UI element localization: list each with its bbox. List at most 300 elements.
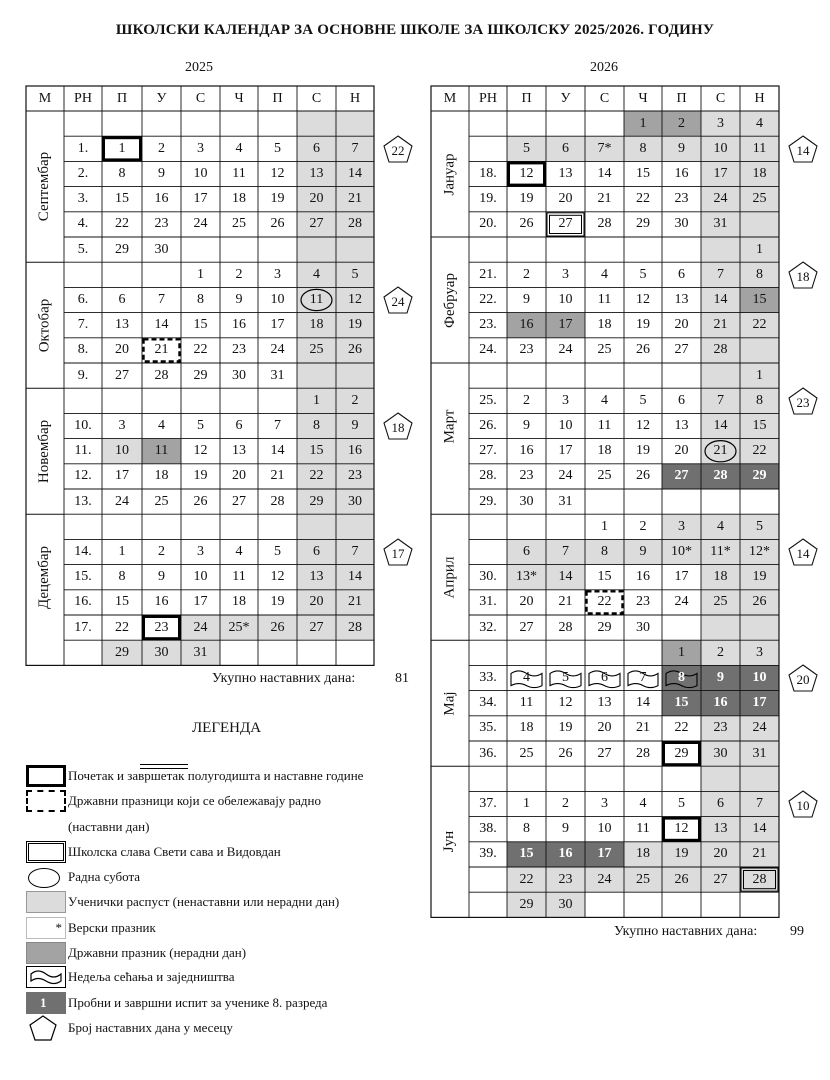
right-week-number: 36. [479,745,497,761]
left-day-cell: 1 [197,266,204,282]
right-day-cell: 9 [523,417,530,433]
right-day-cell: 22 [519,871,534,887]
right-day-cell: 19 [636,443,650,459]
right-shade-cell [701,363,740,388]
right-total-value: 99 [790,924,804,939]
left-shade-cell [297,514,336,539]
right-day-cell: 14 [636,695,650,711]
left-total-value: 81 [395,671,409,686]
legend-swatch-religious: * [26,917,66,939]
right-day-cell: 30 [519,493,534,509]
right-day-cell: 2 [717,644,724,660]
right-day-cell: 4 [601,266,608,282]
right-header-2: П [521,90,532,106]
right-day-cell: 7 [717,266,724,282]
right-week-number: 27. [479,443,497,459]
right-day-cell: 11 [597,291,612,307]
left-week-number: 13. [74,493,92,509]
right-day-cell: 30 [713,745,728,761]
right-day-cell: 22 [752,443,767,459]
left-day-cell: 5 [351,266,359,282]
left-week-number: 7. [77,317,89,333]
right-day-cell: 2 [678,115,685,131]
right-day-cell: 19 [636,317,650,333]
month-label: Јануар [441,153,458,195]
right-day-cell: 13 [597,695,612,711]
right-day-cell: 2 [562,795,569,811]
left-week-number: 16. [74,594,92,610]
left-day-cell: 25 [232,216,246,232]
left-day-cell: 26 [193,493,208,509]
left-day-cell: 4 [235,140,243,156]
right-day-cell: 22 [674,720,689,736]
right-day-cell: 13 [674,291,689,307]
right-day-cell: 18 [519,720,534,736]
right-week-number: 25. [479,392,497,408]
left-month-0 [26,111,64,262]
left-shade-cell [297,363,336,388]
right-year: 2026 [590,60,618,75]
left-day-cell: 12 [193,443,208,459]
left-shade-cell [297,111,336,136]
right-day-cell: 19 [519,191,534,207]
right-day-cell: 16 [636,569,650,585]
right-day-cell: 17 [713,165,728,181]
right-day-cell: 20 [519,594,534,610]
right-day-cell: 9 [678,140,685,156]
left-day-cell: 29 [115,241,129,257]
left-day-cell: 23 [154,216,169,232]
right-day-cell: 15 [752,417,767,433]
right-shade-cell [740,338,779,363]
right-day-cell: 23 [558,871,573,887]
left-day-cell: 9 [158,165,165,181]
left-header-6: П [272,90,283,106]
left-day-cell: 19 [270,594,285,610]
left-day-cell: 4 [313,266,320,282]
right-day-cell: 10 [597,821,612,837]
left-day-cell: 25 [154,493,169,509]
month-days-count: 14 [796,546,810,561]
right-day-cell: 8 [601,543,608,559]
right-day-cell: 21 [713,317,728,333]
left-day-cell: 25* [228,619,250,635]
right-day-cell: 7* [597,140,612,156]
left-day-cell: 24 [193,216,208,232]
right-day-cell: 28 [713,468,728,484]
left-day-cell: 6 [313,543,320,559]
right-day-cell: 26 [636,468,650,484]
right-week-number: 29. [479,493,497,509]
month-label: Децембар [36,545,53,609]
left-day-cell: 8 [118,569,126,585]
right-day-cell: 7 [756,795,763,811]
left-day-cell: 18 [154,468,169,484]
left-day-cell: 7 [158,291,165,307]
right-day-cell: 6 [717,795,724,811]
pentagon-icon [788,387,818,415]
left-week-number: 6. [77,291,89,307]
left-day-cell: 29 [115,644,129,660]
right-day-cell: 20 [597,720,612,736]
right-day-cell: 21 [713,443,728,459]
right-header-8: Н [754,90,765,106]
left-day-cell: 6 [118,291,126,307]
right-day-cell: 22 [636,191,650,207]
left-day-cell: 7 [274,417,281,433]
legend-item-6: Верски празник [68,920,156,935]
left-year: 2025 [185,60,213,75]
right-day-cell: 27 [597,745,612,761]
right-week-number: 32. [479,619,497,635]
right-day-cell: 12 [636,417,650,433]
left-day-cell: 13 [309,569,324,585]
legend-double-line [140,764,188,769]
left-day-cell: 6 [235,417,243,433]
pentagon-icon [383,135,413,163]
left-day-cell: 4 [235,543,243,559]
right-day-cell: 4 [756,115,763,131]
left-week-number: 11. [74,443,92,459]
right-day-cell: 9 [639,543,647,559]
right-shade-cell [740,212,779,237]
right-week-number: 20. [479,216,497,232]
left-day-cell: 12 [348,291,362,307]
legend-swatch-holiday-break [26,891,66,913]
left-day-cell: 24 [270,342,285,358]
left-day-cell: 13 [309,165,324,181]
right-day-cell: 5 [756,518,763,534]
month-days-count: 18 [796,268,810,284]
right-day-cell: 14 [713,417,728,433]
left-day-cell: 5 [274,140,281,156]
right-month-4 [431,640,469,766]
right-day-cell: 5 [639,392,647,408]
left-day-cell: 27 [232,493,246,509]
month-label: Мај [441,691,458,716]
left-day-cell: 28 [154,367,169,383]
left-day-cell: 28 [270,493,285,509]
right-header-5: Ч [638,90,648,106]
right-day-cell: 31 [752,745,767,761]
left-day-cell: 7 [351,140,359,156]
left-week-number: 3. [77,191,89,207]
right-day-cell: 11 [519,695,534,711]
left-day-cell: 23 [232,342,246,358]
left-week-number: 10. [74,417,92,433]
right-week-number: 19. [479,191,497,207]
right-day-cell: 6 [678,266,685,282]
left-day-cell: 15 [309,443,324,459]
right-day-cell: 3 [562,266,569,282]
legend-item-9: Пробни и завршни испит за ученике 8. разреда [68,995,328,1010]
right-day-cell: 17 [558,443,573,459]
left-day-cell: 16 [232,317,246,333]
legend-title: ЛЕГЕНДА [192,720,262,736]
left-day-cell: 20 [232,468,246,484]
left-day-cell: 21 [154,342,169,358]
right-month-2 [431,363,469,489]
left-day-cell: 17 [193,594,208,610]
right-week-number: 18. [479,165,497,181]
legend-swatch-state-holiday [26,942,66,964]
right-day-cell: 12 [519,165,534,181]
left-day-cell: 14 [348,569,362,585]
page-title: ШКОЛСКИ КАЛЕНДАР ЗА ОСНОВНЕ ШКОЛЕ ЗА ШКОЛСКУ 2025/2026. ГОДИНУ [115,22,715,38]
left-day-cell: 24 [115,493,129,509]
left-day-cell: 17 [193,191,208,207]
right-day-cell: 9 [562,821,569,837]
right-day-cell: 26 [519,216,534,232]
right-day-cell: 9 [717,669,724,685]
right-day-cell: 1 [601,518,608,534]
right-day-cell: 17 [674,569,689,585]
right-month-1 [431,237,469,363]
right-day-cell: 7 [717,392,724,408]
legend-item-1: Државни празници који се обележавају радно [68,793,321,808]
right-day-cell: 23 [636,594,650,610]
right-day-cell: 25 [752,191,767,207]
left-day-cell: 29 [193,367,208,383]
right-day-cell: 3 [562,392,569,408]
right-day-cell: 1 [756,367,763,383]
right-day-cell: 13 [558,165,573,181]
right-day-cell: 18 [597,317,612,333]
legend-item-5: Ученички распуст (ненаставни или нерадни дан) [68,894,340,909]
right-shade-cell [701,615,740,640]
left-day-cell: 2 [158,140,165,156]
left-shade-cell [336,237,374,262]
right-day-cell: 8 [756,392,763,408]
right-day-cell: 18 [636,846,650,862]
month-days-count: 10 [796,798,810,813]
right-day-cell: 21 [636,720,650,736]
month-label: Фебруар [441,272,458,328]
left-month-3 [26,514,64,640]
right-day-cell: 20 [713,846,728,862]
right-day-cell: 17 [752,695,767,711]
right-day-cell: 25 [713,594,728,610]
legend-oval-icon [28,868,60,888]
left-day-cell: 12 [270,165,285,181]
legend-flag-icon [26,966,66,988]
right-header-0: М [443,90,457,106]
left-day-cell: 14 [154,317,169,333]
pentagon-icon [383,412,413,440]
right-day-cell: 6 [601,669,608,685]
right-day-cell: 19 [674,846,689,862]
pentagon-icon [788,135,818,163]
right-month-3 [431,514,469,640]
legend-item-3: Школска слава Свети сава и Видовдан [68,844,281,859]
right-shade-cell [701,766,740,791]
left-day-cell: 19 [193,468,208,484]
left-day-cell: 25 [309,342,324,358]
right-day-cell: 10 [752,669,767,685]
right-week-number: 33. [479,669,497,685]
left-day-cell: 3 [197,543,204,559]
right-shade-cell [701,237,740,262]
right-day-cell: 13* [516,569,537,585]
legend-item-0: Почетак и завршетак полугодишта и наставне године [68,768,364,783]
month-days-count: 14 [796,142,810,158]
left-day-cell: 22 [193,342,208,358]
left-day-cell: 5 [274,543,281,559]
right-header-7: С [715,90,726,106]
pentagon-icon [788,538,818,566]
right-header-1: РН [479,90,497,106]
right-day-cell: 29 [597,619,612,635]
month-label: Јун [441,831,458,853]
left-day-cell: 28 [348,619,362,635]
right-day-cell: 29 [674,745,689,761]
left-week-number: 2. [77,165,89,181]
left-header-8: Н [349,90,361,106]
right-week-number: 39. [479,846,497,862]
left-day-cell: 4 [158,417,165,433]
month-days-count: 20 [796,672,810,687]
right-day-cell: 10 [713,140,728,156]
right-month-5 [431,766,469,917]
right-day-cell: 7 [639,669,647,685]
right-day-cell: 16 [674,165,689,181]
right-day-cell: 29 [519,896,534,912]
right-day-cell: 4 [717,518,724,534]
right-day-cell: 15 [597,569,612,585]
right-day-cell: 3 [756,644,763,660]
right-day-cell: 12 [636,291,650,307]
left-day-cell: 29 [309,493,324,509]
right-day-cell: 8 [756,266,763,282]
right-day-cell: 30 [636,619,650,635]
right-month-0 [431,111,469,237]
right-day-cell: 15 [674,695,689,711]
pentagon-icon [788,261,818,289]
right-day-cell: 5 [562,669,569,685]
month-label: Октобар [36,298,53,352]
right-day-cell: 4 [601,392,608,408]
left-day-cell: 30 [232,367,246,383]
right-day-cell: 24 [713,191,728,207]
left-day-cell: 15 [115,594,129,610]
right-day-cell: 25 [519,745,534,761]
left-week-number: 14. [74,543,92,559]
right-day-cell: 16 [713,695,728,711]
left-week-number: 15. [74,569,92,585]
right-day-cell: 5 [678,795,685,811]
right-day-cell: 26 [752,594,767,610]
right-day-cell: 6 [523,543,530,559]
right-day-cell: 26 [558,745,573,761]
right-day-cell: 8 [523,821,530,837]
left-day-cell: 3 [118,417,126,433]
right-week-number: 24. [479,342,497,358]
left-week-number: 17. [74,619,92,635]
right-week-number: 22. [479,291,497,307]
right-day-cell: 5 [639,266,647,282]
left-day-cell: 9 [351,417,359,433]
left-day-cell: 16 [154,191,169,207]
left-day-cell: 18 [232,594,246,610]
right-day-cell: 14 [597,165,612,181]
left-day-cell: 5 [197,417,204,433]
right-day-cell: 22 [597,594,612,610]
right-day-cell: 3 [678,518,685,534]
right-week-number: 34. [479,695,497,711]
right-day-cell: 1 [756,241,763,257]
left-day-cell: 30 [348,493,362,509]
right-shade-cell [740,766,779,791]
pentagon-icon [788,790,818,818]
left-day-cell: 11 [154,443,169,459]
left-day-cell: 21 [270,468,285,484]
right-day-cell: 18 [713,569,728,585]
month-days-count: 17 [391,546,405,561]
left-week-number: 8. [77,342,89,358]
right-day-cell: 24 [558,342,573,358]
right-day-cell: 12 [558,695,573,711]
right-week-number: 38. [479,821,497,837]
right-day-cell: 23 [519,342,534,358]
legend-item-4: Радна субота [68,869,141,884]
right-week-number: 37. [479,795,497,811]
left-day-cell: 22 [115,216,129,232]
left-day-cell: 15 [115,191,129,207]
left-day-cell: 12 [270,569,285,585]
right-day-cell: 15 [636,165,650,181]
right-day-cell: 31 [558,493,573,509]
left-day-cell: 8 [197,291,204,307]
legend-swatch-working-holiday [26,790,66,812]
right-day-cell: 21 [752,846,767,862]
right-day-cell: 28 [752,871,767,887]
right-day-cell: 26 [636,342,650,358]
right-day-cell: 10* [671,543,692,559]
right-day-cell: 15 [752,291,767,307]
right-day-cell: 1 [639,115,647,131]
right-day-cell: 11 [636,821,650,837]
right-day-cell: 18 [597,443,612,459]
left-day-cell: 22 [309,468,324,484]
right-day-cell: 18 [752,165,767,181]
right-day-cell: 12* [749,543,770,559]
right-day-cell: 27 [713,871,728,887]
month-days-count: 23 [796,394,810,410]
left-day-cell: 30 [154,241,169,257]
left-day-cell: 10 [193,569,208,585]
right-week-number: 35. [479,720,497,736]
right-day-cell: 19 [752,569,767,585]
left-day-cell: 13 [232,443,246,459]
right-day-cell: 23 [713,720,728,736]
right-day-cell: 17 [597,846,612,862]
left-day-cell: 3 [197,140,204,156]
left-day-cell: 16 [154,594,169,610]
left-day-cell: 10 [270,291,285,307]
month-label: Септембар [36,151,53,222]
right-day-cell: 2 [523,266,530,282]
right-total-label: Укупно наставних дана: [614,924,758,939]
left-day-cell: 26 [270,216,285,232]
left-day-cell: 8 [313,417,320,433]
left-week-number: 9. [77,367,89,383]
left-day-cell: 7 [351,543,359,559]
left-day-cell: 10 [193,165,208,181]
right-week-number: 31. [479,594,497,610]
legend-item-2: (наставни дан) [68,819,150,834]
left-day-cell: 23 [348,468,362,484]
right-header-4: С [599,90,610,106]
